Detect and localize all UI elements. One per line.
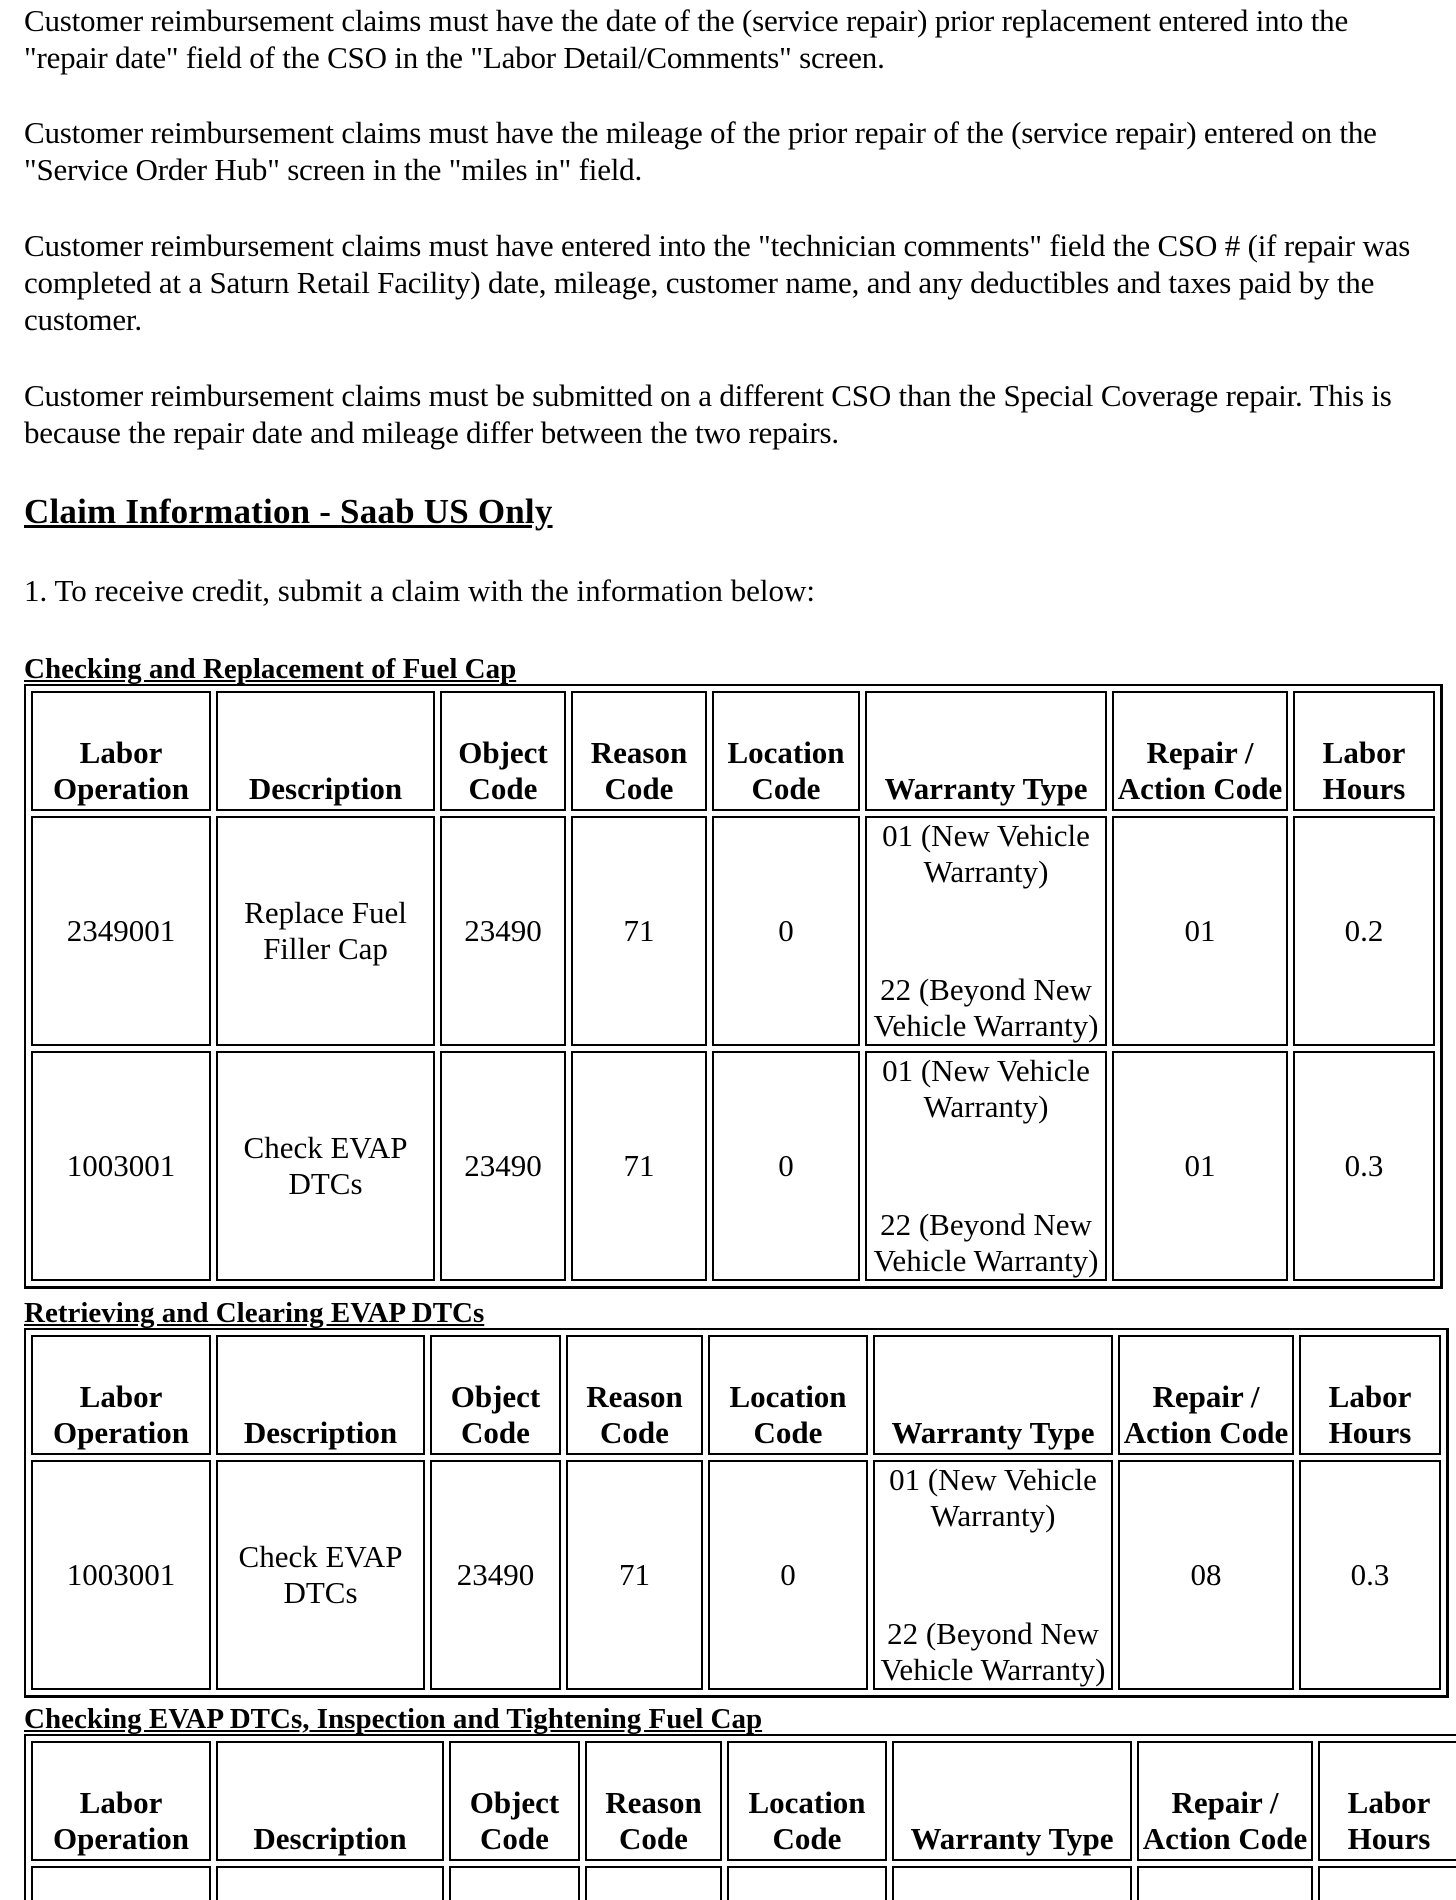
cell-labor-hours: 0.3 <box>1293 1051 1435 1281</box>
header-object-code: Object Code <box>440 691 566 811</box>
warranty-new-vehicle: 01 (New Vehicle Warranty) <box>882 1053 1090 1124</box>
paragraph-technician-comments: Customer reimbursement claims must have entered into the "technician comments" field the CSO # (if repair was completed at a Saturn Retail Facility) date, mileage, customer name, and any deductibles and taxes paid by the customer. <box>24 228 1411 337</box>
table-row <box>31 1051 1435 1281</box>
cell-location-code: 0 <box>712 816 860 1046</box>
cell-object-code: 23490 <box>430 1460 561 1690</box>
cell-empty <box>585 1866 722 1900</box>
cell-empty <box>892 1866 1132 1900</box>
header-location-code: Location Code <box>727 1741 887 1861</box>
cell-warranty-type <box>865 1051 1107 1281</box>
cell-description: Check EVAP DTCs <box>216 1051 435 1281</box>
cell-location-code: 0 <box>708 1460 868 1690</box>
header-labor-operation: Labor Operation <box>31 691 211 811</box>
header-repair-action-code: Repair / Action Code <box>1118 1335 1294 1455</box>
table-title-evap-inspection-tightening: Checking EVAP DTCs, Inspection and Tightening Fuel Cap <box>24 1703 763 1735</box>
claim-table-fuel-cap-replacement <box>24 684 1443 1289</box>
cell-reason-code: 71 <box>566 1460 703 1690</box>
header-object-code: Object Code <box>430 1335 561 1455</box>
cell-object-code: 23490 <box>440 1051 566 1281</box>
section-title: Claim Information - Saab US Only <box>24 492 553 531</box>
cell-labor-operation: 1003001 <box>31 1460 211 1690</box>
step-1-instruction: 1. To receive credit, submit a claim with the information below: <box>24 573 815 608</box>
header-labor-hours: Labor Hours <box>1318 1741 1456 1861</box>
cell-repair-action-code: 08 <box>1118 1460 1294 1690</box>
warranty-new-vehicle: 01 (New Vehicle Warranty) <box>889 1462 1097 1533</box>
header-labor-hours: Labor Hours <box>1299 1335 1441 1455</box>
cell-empty <box>1318 1866 1456 1900</box>
cell-empty <box>31 1866 211 1900</box>
cell-empty <box>727 1866 887 1900</box>
table-title-retrieving-clearing-evap: Retrieving and Clearing EVAP DTCs <box>24 1297 485 1329</box>
cell-warranty-type <box>865 816 1107 1046</box>
header-description: Description <box>216 1335 425 1455</box>
cell-object-code: 23490 <box>440 816 566 1046</box>
cell-labor-hours: 0.3 <box>1299 1460 1441 1690</box>
header-object-code: Object Code <box>449 1741 580 1861</box>
header-warranty-type: Warranty Type <box>892 1741 1132 1861</box>
cell-empty <box>216 1866 444 1900</box>
warranty-beyond-new-vehicle: 22 (Beyond New Vehicle Warranty) <box>880 1616 1106 1687</box>
header-repair-action-code: Repair / Action Code <box>1137 1741 1313 1861</box>
cell-reason-code: 71 <box>571 816 707 1046</box>
warranty-new-vehicle: 01 (New Vehicle Warranty) <box>882 818 1090 889</box>
table-header-row <box>31 1335 1441 1455</box>
header-location-code: Location Code <box>712 691 860 811</box>
table-header-row <box>31 1741 1456 1861</box>
claim-table-evap-inspection-tightening <box>24 1734 1456 1900</box>
table-title-fuel-cap-replacement: Checking and Replacement of Fuel Cap <box>24 653 517 685</box>
header-description: Description <box>216 1741 444 1861</box>
cell-labor-operation: 2349001 <box>31 816 211 1046</box>
table-row <box>31 816 1435 1046</box>
table-header-row <box>31 691 1435 811</box>
cell-location-code: 0 <box>712 1051 860 1281</box>
header-labor-hours: Labor Hours <box>1293 691 1435 811</box>
header-repair-action-code: Repair / Action Code <box>1112 691 1288 811</box>
header-labor-operation: Labor Operation <box>31 1335 211 1455</box>
cell-repair-action-code: 01 <box>1112 1051 1288 1281</box>
cell-description: Check EVAP DTCs <box>216 1460 425 1690</box>
cell-description: Replace Fuel Filler Cap <box>216 816 435 1046</box>
header-reason-code: Reason Code <box>571 691 707 811</box>
cell-labor-hours: 0.2 <box>1293 816 1435 1046</box>
table-row <box>31 1866 1456 1900</box>
warranty-beyond-new-vehicle: 22 (Beyond New Vehicle Warranty) <box>873 1207 1099 1278</box>
paragraph-separate-cso: Customer reimbursement claims must be submitted on a different CSO than the Special Coverage repair. This is because the repair date and mileage differ between the two repairs. <box>24 378 1392 450</box>
header-labor-operation: Labor Operation <box>31 1741 211 1861</box>
header-reason-code: Reason Code <box>566 1335 703 1455</box>
paragraph-mileage: Customer reimbursement claims must have the mileage of the prior repair of the (service repair) entered on the "Service Order Hub" screen in the "miles in" field. <box>24 115 1377 187</box>
header-warranty-type: Warranty Type <box>873 1335 1113 1455</box>
table-row <box>31 1460 1441 1690</box>
cell-repair-action-code: 01 <box>1112 816 1288 1046</box>
paragraph-repair-date: Customer reimbursement claims must have the date of the (service repair) prior replacement entered into the "repair date" field of the CSO in the "Labor Detail/Comments" screen. <box>24 3 1348 75</box>
header-location-code: Location Code <box>708 1335 868 1455</box>
cell-reason-code: 71 <box>571 1051 707 1281</box>
cell-labor-operation: 1003001 <box>31 1051 211 1281</box>
cell-warranty-type <box>873 1460 1113 1690</box>
header-reason-code: Reason Code <box>585 1741 722 1861</box>
header-warranty-type: Warranty Type <box>865 691 1107 811</box>
cell-empty <box>1137 1866 1313 1900</box>
claim-table-retrieving-clearing-evap <box>24 1328 1449 1698</box>
header-description: Description <box>216 691 435 811</box>
warranty-beyond-new-vehicle: 22 (Beyond New Vehicle Warranty) <box>873 972 1099 1043</box>
cell-empty <box>449 1866 580 1900</box>
